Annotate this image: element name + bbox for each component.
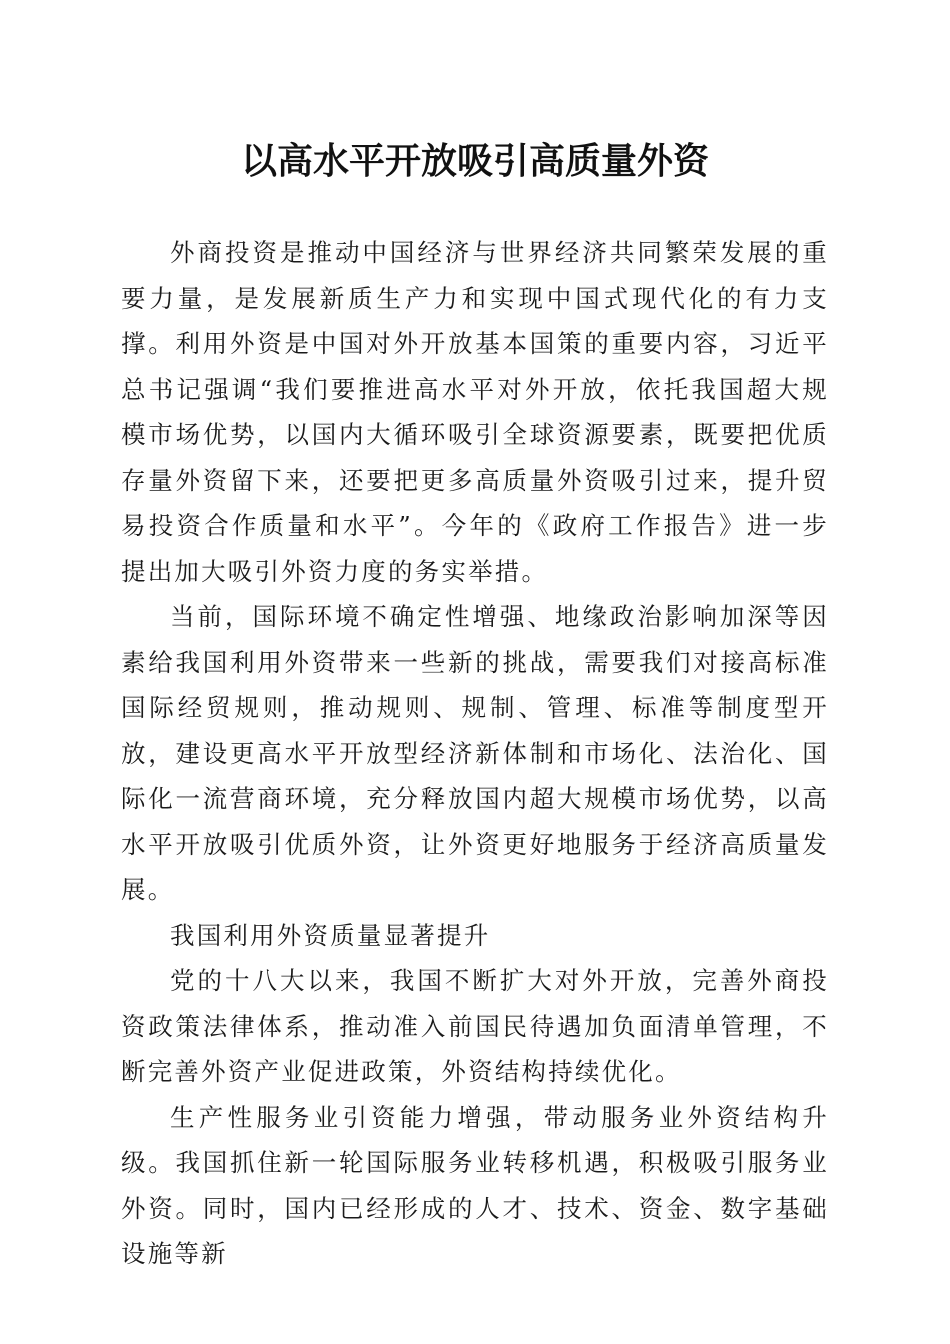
document-body: [121, 230, 829, 1277]
paragraph-intro: 外商投资是推动中国经济与世界经济共同繁荣发展的重要力量，是发展新质生产力和实现中国式现代化的有力支撑。利用外资是中国对外开放基本国策的重要内容，习近平总书记强调“我们要推进高水平对外开放，依托我国超大规模市场优势，以国内大循环吸引全球资源要素，既要把优质存量外资留下来，还要把更多高质量外资吸引过来，提升贸易投资合作质量和水平”。今年的《政府工作报告》进一步提出加大吸引外资力度的务实举措。: [121, 238, 829, 586]
paragraph-producer-services: 生产性服务业引资能力增强，带动服务业外资结构升级。我国抓住新一轮国际服务业转移机遇，积极吸引服务业外资。同时，国内已经形成的人才、技术、资金、数字基础设施等新: [121, 1102, 829, 1268]
paragraph-current-situation: 当前，国际环境不确定性增强、地缘政治影响加深等因素给我国利用外资带来一些新的挑战，需要我们对接高标准国际经贸规则，推动规则、规制、管理、标准等制度型开放，建设更高水平开放型经济新体制和市场化、法治化、国际化一流营商环境，充分释放国内超大规模市场优势，以高水平开放吸引优质外资，让外资更好地服务于经济高质量发展。: [121, 602, 829, 904]
paragraph-since-18th-congress: 党的十八大以来，我国不断扩大对外开放，完善外商投资政策法律体系，推动准入前国民待遇加负面清单管理，不断完善外资产业促进政策，外资结构持续优化。: [121, 966, 829, 1086]
section-heading: 我国利用外资质量显著提升: [170, 920, 491, 950]
document-title: 以高水平开放吸引高质量外资: [240, 140, 709, 182]
